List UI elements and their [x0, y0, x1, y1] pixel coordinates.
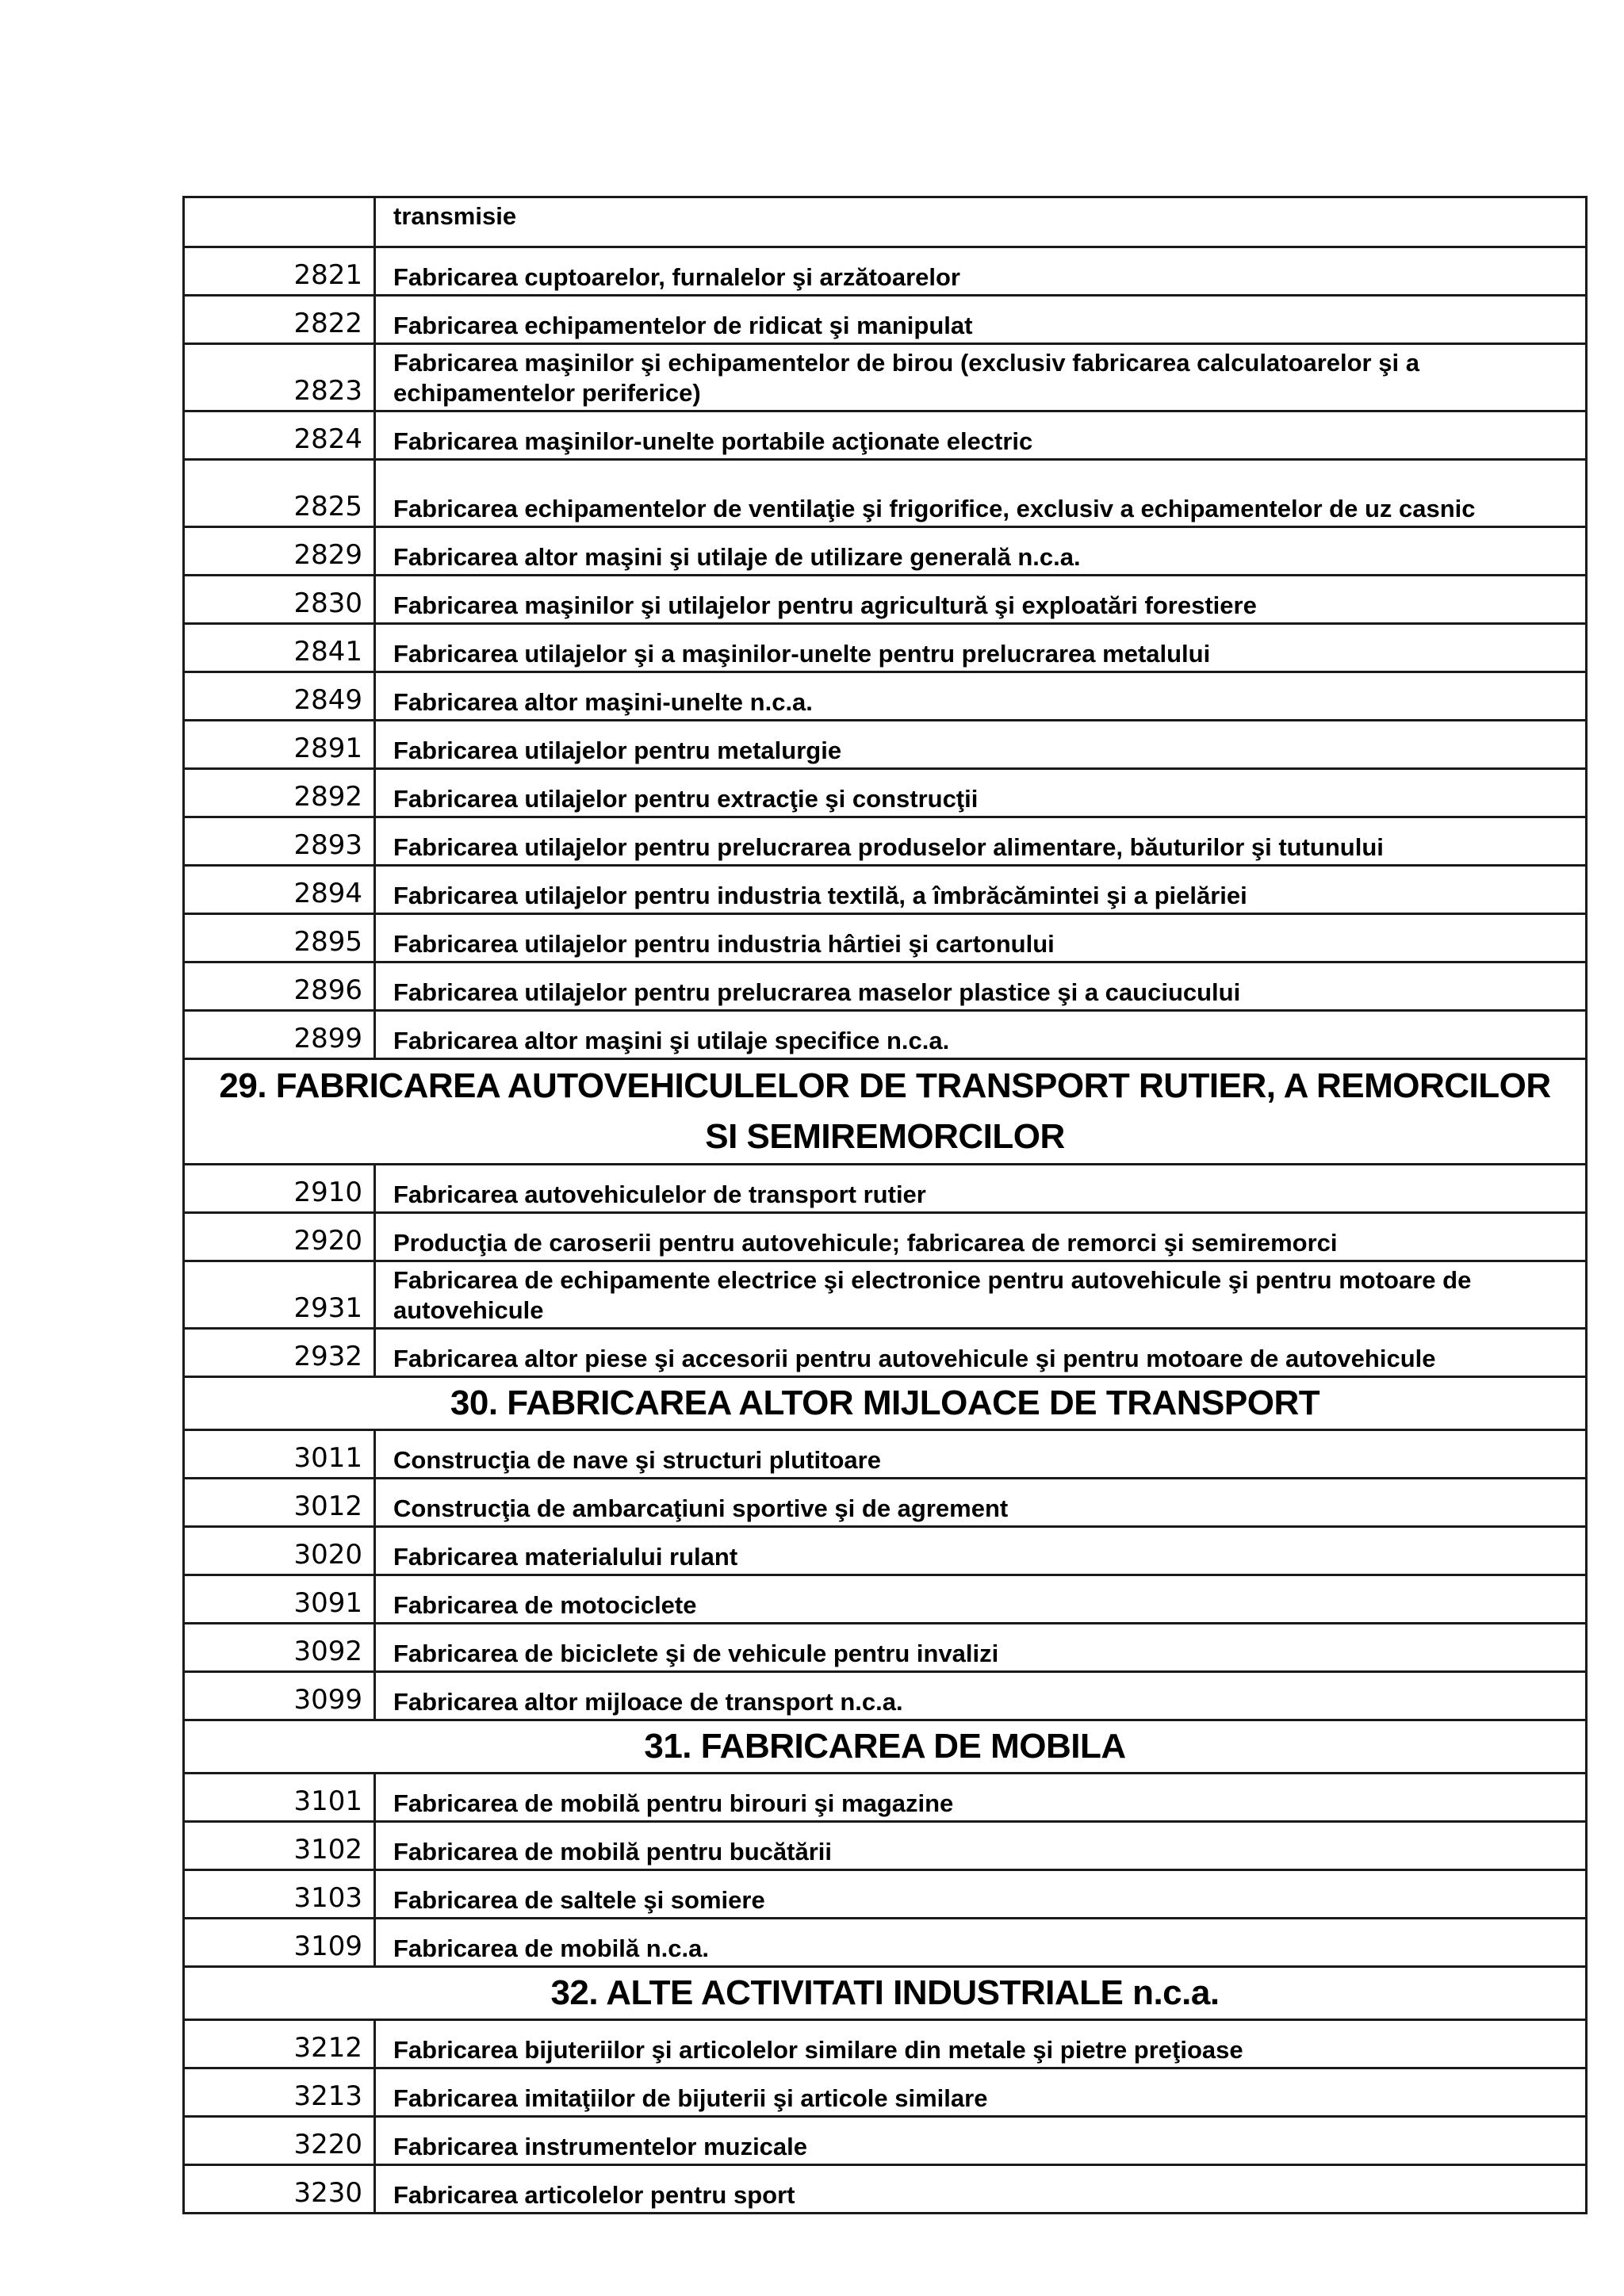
activity-code	[184, 197, 375, 247]
activity-code: 3102	[184, 1822, 375, 1870]
table-row	[184, 624, 1587, 672]
activity-description: Construcţia de nave şi structuri plutitoare	[375, 1430, 1587, 1479]
table-row	[184, 2165, 1587, 2214]
activity-code: 3012	[184, 1479, 375, 1527]
activity-description: Fabricarea altor mijloace de transport n.c.a.	[375, 1672, 1587, 1720]
section-title: 31. FABRICAREA DE MOBILA	[184, 1720, 1587, 1774]
activity-description: Fabricarea autovehiculelor de transport rutier	[375, 1165, 1587, 1213]
activity-description: Fabricarea de mobilă pentru bucătării	[375, 1822, 1587, 1870]
section-title: 30. FABRICAREA ALTOR MIJLOACE DE TRANSPORT	[184, 1377, 1587, 1430]
activity-code: 2841	[184, 624, 375, 672]
table-row	[184, 411, 1587, 460]
activity-code: 3109	[184, 1919, 375, 1967]
section-header-row	[184, 1377, 1587, 1430]
activity-description: Fabricarea utilajelor pentru extracţie şi construcţii	[375, 769, 1587, 817]
activity-description: Fabricarea echipamentelor de ventilaţie şi frigorifice, exclusiv a echipamentelor de uz casnic	[375, 460, 1587, 527]
activity-code: 2932	[184, 1329, 375, 1377]
activity-code: 3101	[184, 1774, 375, 1822]
table-row	[184, 2068, 1587, 2117]
activity-code: 2821	[184, 247, 375, 296]
activity-description: Fabricarea cuptoarelor, furnalelor şi arzătoarelor	[375, 247, 1587, 296]
activity-code: 3230	[184, 2165, 375, 2214]
activity-code: 3092	[184, 1624, 375, 1672]
activity-code: 2893	[184, 817, 375, 866]
table-row	[184, 460, 1587, 527]
activity-description: Fabricarea maşinilor şi echipamentelor de birou (exclusiv fabricarea calculatoarelor şi a echipamentelor periferice)	[375, 344, 1587, 411]
table-row	[184, 962, 1587, 1011]
table-body	[184, 197, 1587, 2214]
activity-description: Fabricarea articolelor pentru sport	[375, 2165, 1587, 2214]
activity-description: Fabricarea materialului rulant	[375, 1527, 1587, 1575]
section-header-row	[184, 1059, 1587, 1165]
activity-code: 2823	[184, 344, 375, 411]
table-row	[184, 1213, 1587, 1261]
section-header-row	[184, 1967, 1587, 2020]
activity-code: 2824	[184, 411, 375, 460]
table-row	[184, 1261, 1587, 1329]
activity-description: Fabricarea utilajelor pentru industria textilă, a îmbrăcămintei şi a pielăriei	[375, 866, 1587, 914]
section-header-row	[184, 1720, 1587, 1774]
activity-code: 3103	[184, 1870, 375, 1919]
activity-code: 2825	[184, 460, 375, 527]
activity-code: 2892	[184, 769, 375, 817]
table-row	[184, 672, 1587, 721]
activity-description: Fabricarea utilajelor şi a maşinilor-unelte pentru prelucrarea metalului	[375, 624, 1587, 672]
activity-code: 2910	[184, 1165, 375, 1213]
table-row	[184, 817, 1587, 866]
table-row	[184, 197, 1587, 247]
activity-description: Fabricarea de motociclete	[375, 1575, 1587, 1624]
activity-code: 2895	[184, 914, 375, 962]
activity-description: Fabricarea maşinilor-unelte portabile acţionate electric	[375, 411, 1587, 460]
activity-code: 2830	[184, 576, 375, 624]
activity-description: Fabricarea utilajelor pentru industria hârtiei şi cartonului	[375, 914, 1587, 962]
activity-description: Fabricarea altor maşini-unelte n.c.a.	[375, 672, 1587, 721]
table-row	[184, 1479, 1587, 1527]
activity-description: Fabricarea de mobilă pentru birouri şi magazine	[375, 1774, 1587, 1822]
activity-code: 2822	[184, 296, 375, 344]
table-row	[184, 2020, 1587, 2068]
table-row	[184, 344, 1587, 411]
activity-code: 2829	[184, 527, 375, 576]
activity-code: 3091	[184, 1575, 375, 1624]
activity-description: Fabricarea instrumentelor muzicale	[375, 2117, 1587, 2165]
activity-code: 2894	[184, 866, 375, 914]
table-row	[184, 1624, 1587, 1672]
activity-code: 3099	[184, 1672, 375, 1720]
table-row	[184, 1575, 1587, 1624]
table-row	[184, 296, 1587, 344]
activity-description: Fabricarea maşinilor şi utilajelor pentru agricultură şi exploatări forestiere	[375, 576, 1587, 624]
section-title: 29. FABRICAREA AUTOVEHICULELOR DE TRANSPORT RUTIER, A REMORCILOR SI SEMIREMORCILOR	[184, 1059, 1587, 1165]
table-row	[184, 2117, 1587, 2165]
table-row	[184, 721, 1587, 769]
activity-description: Fabricarea de saltele şi somiere	[375, 1870, 1587, 1919]
activity-code: 2849	[184, 672, 375, 721]
activity-description: Fabricarea altor piese şi accesorii pentru autovehicule şi pentru motoare de autovehicule	[375, 1329, 1587, 1377]
table-row	[184, 1919, 1587, 1967]
activity-description: Fabricarea imitaţiilor de bijuterii şi articole similare	[375, 2068, 1587, 2117]
section-title: 32. ALTE ACTIVITATI INDUSTRIALE n.c.a.	[184, 1967, 1587, 2020]
table-row	[184, 769, 1587, 817]
table-row	[184, 866, 1587, 914]
table-row	[184, 576, 1587, 624]
table-row	[184, 1527, 1587, 1575]
activity-description: Construcţia de ambarcaţiuni sportive şi de agrement	[375, 1479, 1587, 1527]
activity-description: Fabricarea de biciclete şi de vehicule pentru invalizi	[375, 1624, 1587, 1672]
table-row	[184, 1822, 1587, 1870]
table-row	[184, 914, 1587, 962]
activity-description: Fabricarea echipamentelor de ridicat şi manipulat	[375, 296, 1587, 344]
table-row	[184, 1430, 1587, 1479]
activity-description: Fabricarea utilajelor pentru prelucrarea produselor alimentare, băuturilor şi tutunului	[375, 817, 1587, 866]
activity-description: Producţia de caroserii pentru autovehicule; fabricarea de remorci şi semiremorci	[375, 1213, 1587, 1261]
activity-code: 3212	[184, 2020, 375, 2068]
table-row	[184, 1870, 1587, 1919]
activity-description: Fabricarea bijuteriilor şi articolelor similare din metale şi pietre preţioase	[375, 2020, 1587, 2068]
activity-code: 2931	[184, 1261, 375, 1329]
activity-code: 2896	[184, 962, 375, 1011]
activity-code: 2920	[184, 1213, 375, 1261]
activity-description: Fabricarea altor maşini şi utilaje de utilizare generală n.c.a.	[375, 527, 1587, 576]
activity-code: 3020	[184, 1527, 375, 1575]
table-row	[184, 1774, 1587, 1822]
activity-code: 3213	[184, 2068, 375, 2117]
activity-code: 2899	[184, 1011, 375, 1059]
activity-code: 3011	[184, 1430, 375, 1479]
activity-description: Fabricarea utilajelor pentru metalurgie	[375, 721, 1587, 769]
table-row	[184, 1672, 1587, 1720]
table-row	[184, 1165, 1587, 1213]
activity-description: transmisie	[375, 197, 1587, 247]
table-row	[184, 247, 1587, 296]
caen-activity-table	[182, 196, 1588, 2214]
table-row	[184, 527, 1587, 576]
activity-code: 3220	[184, 2117, 375, 2165]
activity-description: Fabricarea altor maşini şi utilaje specifice n.c.a.	[375, 1011, 1587, 1059]
table-row	[184, 1329, 1587, 1377]
activity-description: Fabricarea utilajelor pentru prelucrarea maselor plastice şi a cauciucului	[375, 962, 1587, 1011]
activity-description: Fabricarea de echipamente electrice şi electronice pentru autovehicule şi pentru motoare de autovehicule	[375, 1261, 1587, 1329]
table-row	[184, 1011, 1587, 1059]
activity-code: 2891	[184, 721, 375, 769]
activity-description: Fabricarea de mobilă n.c.a.	[375, 1919, 1587, 1967]
